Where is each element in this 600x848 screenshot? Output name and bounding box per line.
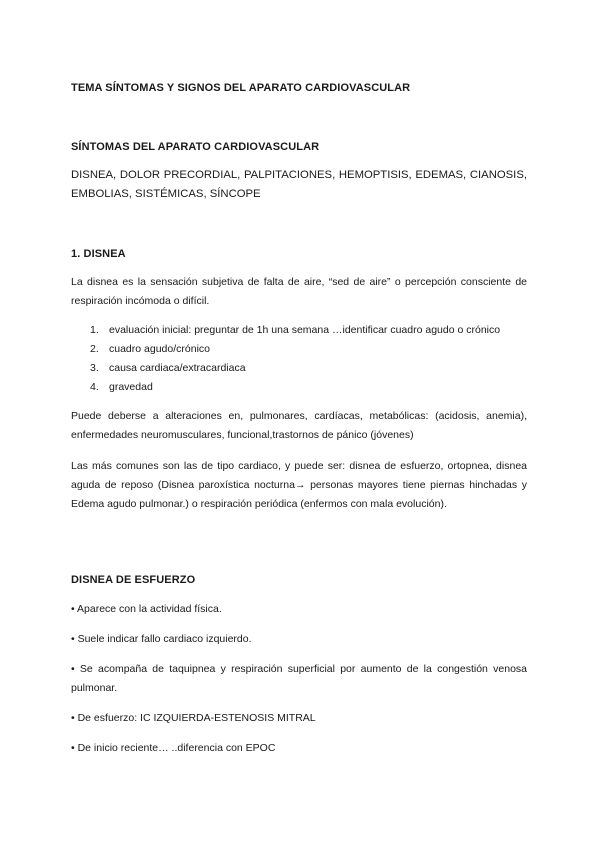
bullet-item: • De esfuerzo: IC IZQUIERDA-ESTENOSIS MITRAL [71, 712, 316, 724]
document-title: TEMA SÍNTOMAS Y SIGNOS DEL APARATO CARDIOVASCULAR [71, 82, 411, 94]
disnea-types-paragraph: Las más comunes son las de tipo cardiaco, y puede ser: disnea de esfuerzo, ortopnea, disnea aguda de reposo (Disnea paroxística nocturna→ personas mayores tiene piernas hinchadas y Edema agudo pulmonar.) o respiración periódica (enfermos con mala evolución). [71, 460, 527, 510]
section-heading-disnea: 1. DISNEA [71, 248, 126, 260]
list-number: 4. [90, 381, 99, 393]
list-item-text: causa cardiaca/extracardiaca [109, 362, 246, 374]
symptoms-list-text: DISNEA, DOLOR PRECORDIAL, PALPITACIONES, HEMOPTISIS, EDEMAS, CIANOSIS, EMBOLIAS, SISTÉMICAS, SÍNCOPE [71, 169, 527, 200]
bullet-item: • Se acompaña de taquipnea y respiración superficial por aumento de la congestión venosa pulmonar. [71, 663, 527, 694]
numbered-list-item [90, 359, 246, 378]
numbered-list-item [90, 321, 500, 340]
bullet-item: • Aparece con la actividad física. [71, 603, 222, 615]
list-number: 2. [90, 343, 99, 355]
list-number: 3. [90, 362, 99, 374]
section-heading-symptoms: SÍNTOMAS DEL APARATO CARDIOVASCULAR [71, 141, 320, 153]
list-item-text: gravedad [109, 381, 153, 393]
section-heading-disnea-esfuerzo: DISNEA DE ESFUERZO [71, 574, 196, 586]
bullet-item: • De inicio reciente… ..diferencia con EPOC [71, 742, 276, 754]
disnea-causes-paragraph: Puede deberse a alteraciones en, pulmonares, cardíacas, metabólicas: (acidosis, anemia), enfermedades neuromusculares, funcional,trastornos de pánico (jóvenes) [71, 410, 527, 441]
numbered-list-item [90, 378, 153, 397]
bullet-item: • Suele indicar fallo cardiaco izquierdo. [71, 633, 252, 645]
list-number: 1. [90, 324, 99, 336]
numbered-list-item [90, 340, 210, 359]
list-item-text: cuadro agudo/crónico [109, 343, 210, 355]
disnea-intro-paragraph: La disnea es la sensación subjetiva de falta de aire, “sed de aire” o percepción consciente de respiración incómoda o difícil. [71, 276, 527, 307]
list-item-text: evaluación inicial: preguntar de 1h una semana …identificar cuadro agudo o crónico [109, 324, 501, 336]
